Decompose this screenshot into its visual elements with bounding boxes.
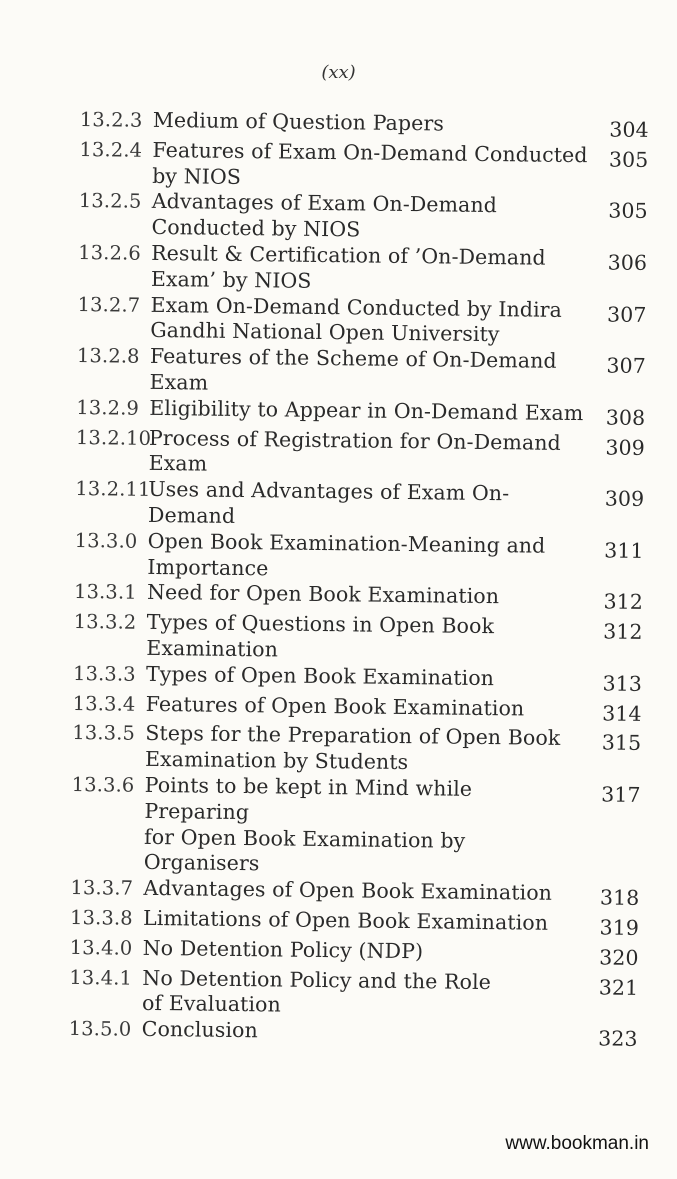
toc-page-number: 311: [604, 538, 644, 563]
page-number-header: (xx): [321, 62, 356, 83]
toc-page-number: 323: [598, 1026, 638, 1051]
toc-section-title: Medium of Question Papers: [152, 107, 445, 136]
toc-section-number: 13.3.3: [72, 661, 136, 686]
toc-page-number: 312: [603, 619, 643, 645]
toc-page-number: 305: [608, 198, 648, 224]
toc-entry-13-5-0: [69, 1016, 649, 1053]
toc-section-number: 13.2.6: [78, 240, 141, 265]
toc-section-title: No Detention Policy (NDP): [142, 935, 424, 963]
toc-page-number: 307: [606, 302, 647, 327]
toc-entry-13-2-5: [78, 188, 659, 247]
toc-section-title: Features of the Scheme of On-Demand Exam: [149, 344, 557, 395]
toc-page-number: 314: [602, 700, 642, 726]
toc-page-number: 312: [603, 589, 644, 615]
toc-section-title: Features of Exam On-Demand Conducted by NIOS: [152, 137, 588, 189]
toc-section-number: 13.2.11: [75, 477, 151, 502]
toc-entry-13-2-10: [75, 425, 656, 484]
table-of-contents: [69, 107, 660, 1053]
toc-page-number: 306: [607, 250, 648, 275]
toc-section-number: 13.2.7: [77, 292, 141, 317]
toc-section-number: 13.5.0: [68, 1017, 132, 1041]
toc-section-title: Need for Open Book Examination: [146, 580, 500, 609]
toc-section-title: Open Book Examination-Meaning and Importance: [147, 528, 546, 580]
toc-section-number: 13.2.8: [76, 344, 140, 368]
toc-section-title: Process of Registration for On-Demand Exam: [148, 425, 561, 476]
toc-section-title: Exam On-Demand Conducted by Indira Gandhi National Open University: [150, 292, 563, 347]
toc-section-title: Steps for the Preparation of Open Book Examination by Students: [144, 721, 561, 775]
toc-section-title: Eligibility to Appear in On-Demand Exam: [149, 395, 584, 425]
toc-section-number: 13.3.6: [71, 772, 135, 797]
toc-entry-13-4-1: [69, 964, 650, 1023]
toc-page-number: 309: [604, 486, 645, 512]
toc-section-number: 13.2.5: [78, 189, 142, 214]
toc-section-title: Result & Certification of ’On-Demand Exam’ by NIOS: [150, 240, 546, 293]
toc-page-number: 320: [599, 945, 639, 970]
toc-page-number: 304: [609, 117, 649, 142]
toc-section-title: Limitations of Open Book Examination: [142, 905, 549, 935]
toc-section-number: 13.3.5: [72, 721, 136, 746]
toc-page-number: 318: [599, 885, 640, 911]
toc-page-number: 321: [598, 974, 639, 1000]
toc-section-title: Conclusion: [141, 1016, 258, 1043]
toc-page-number: 309: [605, 435, 646, 460]
toc-section-number: 13.4.1: [69, 965, 133, 990]
toc-page-number: 315: [601, 730, 642, 756]
publisher-url: www.bookman.in: [505, 1133, 649, 1154]
toc-entry-13-3-6: [71, 772, 652, 882]
toc-section-title: Advantages of Exam On-Demand Conducted by NIOS: [151, 189, 498, 242]
toc-entry-13-3-0: [74, 528, 655, 587]
toc-page-number: 305: [608, 147, 649, 172]
toc-entry-13-3-2: [73, 609, 654, 668]
toc-section-number: 13.3.4: [72, 691, 136, 716]
toc-page-number: 317: [601, 782, 641, 807]
toc-section-number: 13.2.9: [76, 395, 140, 420]
toc-section-title: Types of Questions in Open Book Examination: [146, 609, 495, 662]
toc-section-title: Points to be kept in Mind while Preparing for Open Book Examination by Organisers: [143, 772, 473, 876]
toc-section-number: 13.3.0: [74, 528, 138, 553]
toc-section-number: 13.3.1: [73, 580, 137, 605]
toc-section-number: 13.3.2: [73, 610, 137, 634]
toc-section-number: 13.2.3: [79, 107, 143, 132]
toc-section-title: Types of Open Book Examination: [145, 661, 495, 690]
toc-entry-13-2-4: [79, 137, 660, 196]
toc-section-number: 13.3.7: [70, 876, 134, 900]
toc-page-number: 313: [602, 671, 643, 696]
toc-section-number: 13.2.10: [75, 425, 152, 450]
toc-page-number: 308: [605, 405, 646, 430]
toc-entry-13-3-5: [72, 720, 653, 779]
toc-section-number: 13.2.4: [79, 137, 143, 162]
toc-section-title: Advantages of Open Book Examination: [143, 875, 553, 905]
toc-entry-13-2-11: [75, 476, 656, 535]
toc-section-number: 13.4.0: [69, 935, 133, 960]
toc-section-title: Uses and Advantages of Exam On-Demand: [147, 477, 510, 528]
toc-page-number: 307: [606, 353, 647, 379]
toc-section-title: No Detention Policy and the Role of Evaluation: [141, 965, 492, 1017]
toc-page-number: 319: [599, 915, 640, 940]
toc-entry-13-2-8: [76, 343, 657, 402]
toc-entry-13-2-7: [77, 292, 658, 351]
toc-entry-13-2-6: [78, 240, 659, 299]
toc-section-title: Features of Open Book Examination: [145, 691, 525, 721]
toc-section-number: 13.3.8: [69, 905, 133, 930]
